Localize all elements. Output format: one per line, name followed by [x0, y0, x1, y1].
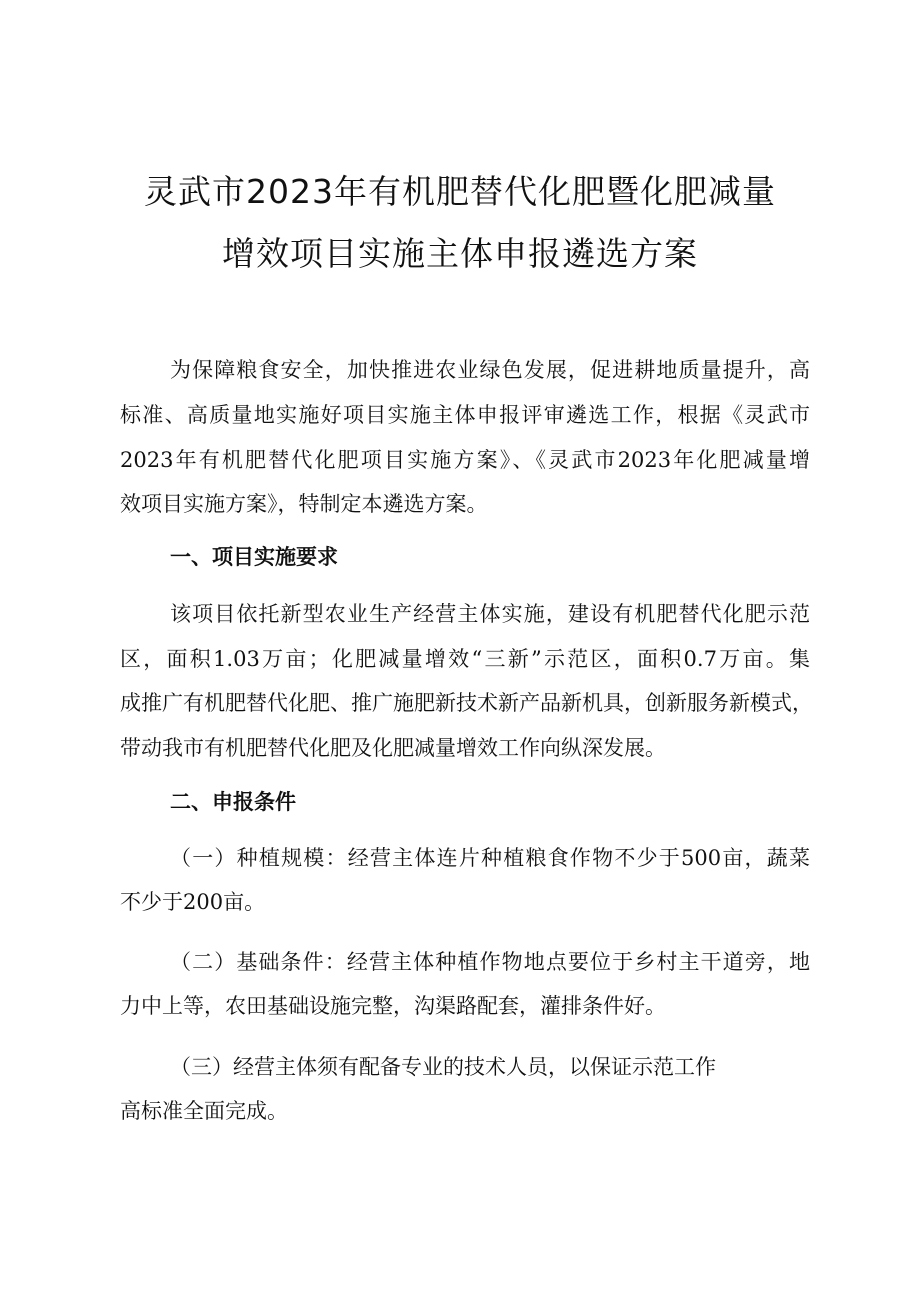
section1-paragraph-line: 成推广有机肥替代化肥、推广施肥新技术新产品新机具，创新服务新模式， — [120, 691, 813, 715]
condition-item-3-line: （三）经营主体须有配备专业的技术人员，以保证示范工作 — [170, 1055, 716, 1079]
document-title-line-2: 增效项目实施主体申报遴选方案 — [222, 234, 698, 273]
section1-paragraph-line: 区，面积1.03万亩；化肥减量增效“三新”示范区，面积0.7万亩。集 — [120, 647, 810, 671]
section-heading-conditions: 二、申报条件 — [170, 790, 296, 814]
intro-paragraph-line: 标准、高质量地实施好项目实施主体申报评审遴选工作，根据《灵武市 — [120, 403, 810, 427]
intro-paragraph-line: 2023年有机肥替代化肥项目实施方案》、《灵武市2023年化肥减量增 — [120, 448, 810, 472]
section1-paragraph-line: 该项目依托新型农业生产经营主体实施，建设有机肥替代化肥示范 — [170, 602, 810, 626]
document-title-line-1: 灵武市2023年有机肥替代化肥暨化肥减量 — [144, 172, 776, 211]
condition-item-2-line: （二）基础条件：经营主体种植作物地点要位于乡村主干道旁，地 — [170, 950, 810, 974]
condition-item-2-line: 力中上等，农田基础设施完整，沟渠路配套，灌排条件好。 — [120, 994, 666, 1018]
condition-item-1-line: 不少于200亩。 — [120, 890, 266, 914]
condition-item-3-line: 高标准全面完成。 — [120, 1099, 288, 1123]
section-heading-requirements: 一、项目实施要求 — [170, 545, 338, 569]
section1-paragraph-line: 带动我市有机肥替代化肥及化肥减量增效工作向纵深发展。 — [120, 736, 666, 760]
intro-paragraph-line: 效项目实施方案》，特制定本遴选方案。 — [120, 492, 488, 516]
condition-item-1-line: （一）种植规模：经营主体连片种植粮食作物不少于500亩，蔬菜 — [170, 846, 810, 870]
intro-paragraph-line: 为保障粮食安全，加快推进农业绿色发展，促进耕地质量提升，高 — [170, 358, 810, 382]
